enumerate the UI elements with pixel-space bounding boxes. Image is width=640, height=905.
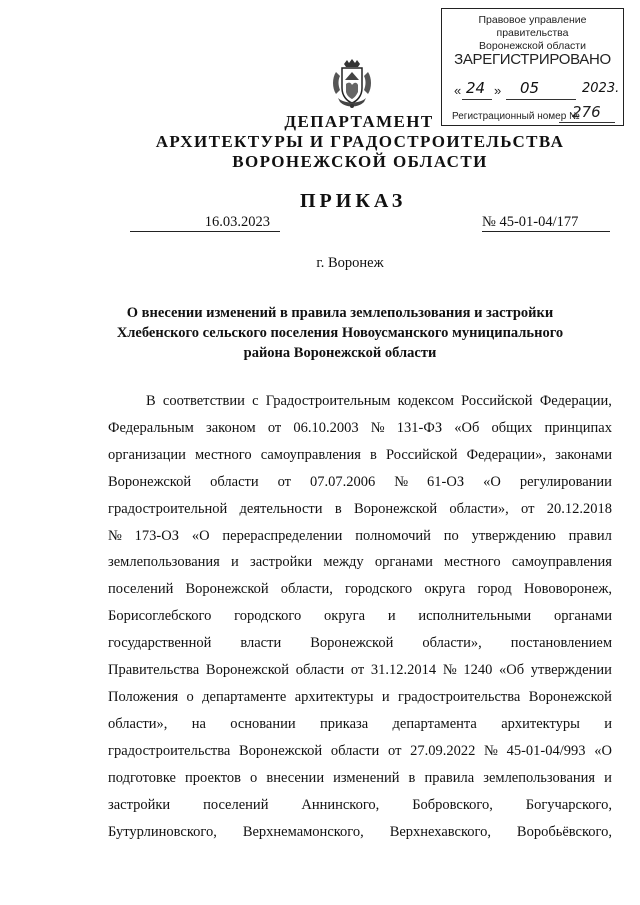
body-line: В соответствии с Градостроительным кодексом Российской Федерации, [146, 393, 612, 409]
stamp-date-month: 05 [520, 79, 540, 97]
document-subject [110, 303, 570, 363]
department-header [0, 112, 640, 172]
body-line: поселений Воронежской области, городского округа город Нововоронеж, [108, 581, 612, 598]
stamp-reg-number-value: 276 [572, 103, 601, 121]
stamp-registered-label: ЗАРЕГИСТРИРОВАНО [454, 51, 611, 68]
body-line: подготовке проектов о внесении изменений в правила землепользования и [108, 769, 612, 786]
document-number: № 45-01-04/177 [482, 214, 610, 232]
stamp-org-line1: Правовое управление правительства [478, 14, 587, 39]
document-body [108, 388, 612, 845]
subject-line: Хлебенского сельского поселения Новоусманского муниципального [116, 325, 564, 341]
document-city: г. Воронеж [316, 255, 384, 271]
stamp-date: « 24 » 05 2023. [454, 79, 620, 98]
document-date-field [130, 214, 280, 232]
stamp-date-day: 24 [466, 79, 486, 97]
department-line1: ДЕПАРТАМЕНТ [284, 112, 434, 131]
body-line: Федеральным законом от 06.10.2003 № 131-ФЗ «Об общих принципах [108, 419, 612, 436]
body-line: Воронежской области от 07.07.2006 № 61-ОЗ «О регулировании [108, 473, 612, 490]
document-date: 16.03.2023 [204, 214, 270, 230]
body-line: № 173-ОЗ «О перераспределении полномочий по утверждению правил [108, 527, 612, 544]
body-line: государственной власти Воронежской области», постановлением [108, 635, 612, 652]
stamp-reg-number-label: Регистрационный номер № [452, 111, 580, 122]
stamp-date-year: 2023. [582, 81, 620, 96]
registration-stamp [441, 8, 624, 126]
body-line: области», на основании приказа департамента архитектуры и [108, 715, 612, 732]
body-line: организации местного самоуправления в Российской Федерации», законами [108, 446, 612, 463]
department-line3: ВОРОНЕЖСКОЙ ОБЛАСТИ [232, 152, 488, 171]
body-line: Положения о департаменте архитектуры и градостроительства Воронежской [108, 688, 612, 705]
body-line: застройки поселений Аннинского, Бобровского, Богучарского, [108, 796, 612, 813]
body-line: Борисоглебского городского округа и исполнительными органами [108, 608, 612, 625]
body-line: Бутурлиновского, Верхнемамонского, Верхнехавского, Воробьёвского, [108, 823, 612, 840]
document-type: ПРИКАЗ [300, 190, 407, 212]
body-line: градостроительной деятельности в Воронежской области», от 20.12.2018 [108, 500, 612, 517]
coat-of-arms-icon [330, 58, 374, 110]
body-line: землепользования и застройки между органами местного самоуправления [108, 554, 612, 571]
body-line: Правительства Воронежской области от 31.12.2014 № 1240 «Об утверждении [108, 662, 612, 679]
body-line: градостроительства Воронежской области от 27.09.2022 № 45-01-04/993 «О [108, 742, 612, 759]
subject-line: района Воронежской области [243, 345, 437, 361]
stamp-organization [442, 14, 623, 53]
stamp-org-line2: Воронежской области [479, 40, 586, 52]
department-line2: АРХИТЕКТУРЫ И ГРАДОСТРОИТЕЛЬСТВА [155, 132, 565, 151]
subject-line: О внесении изменений в правила землепользования и застройки [126, 305, 554, 321]
